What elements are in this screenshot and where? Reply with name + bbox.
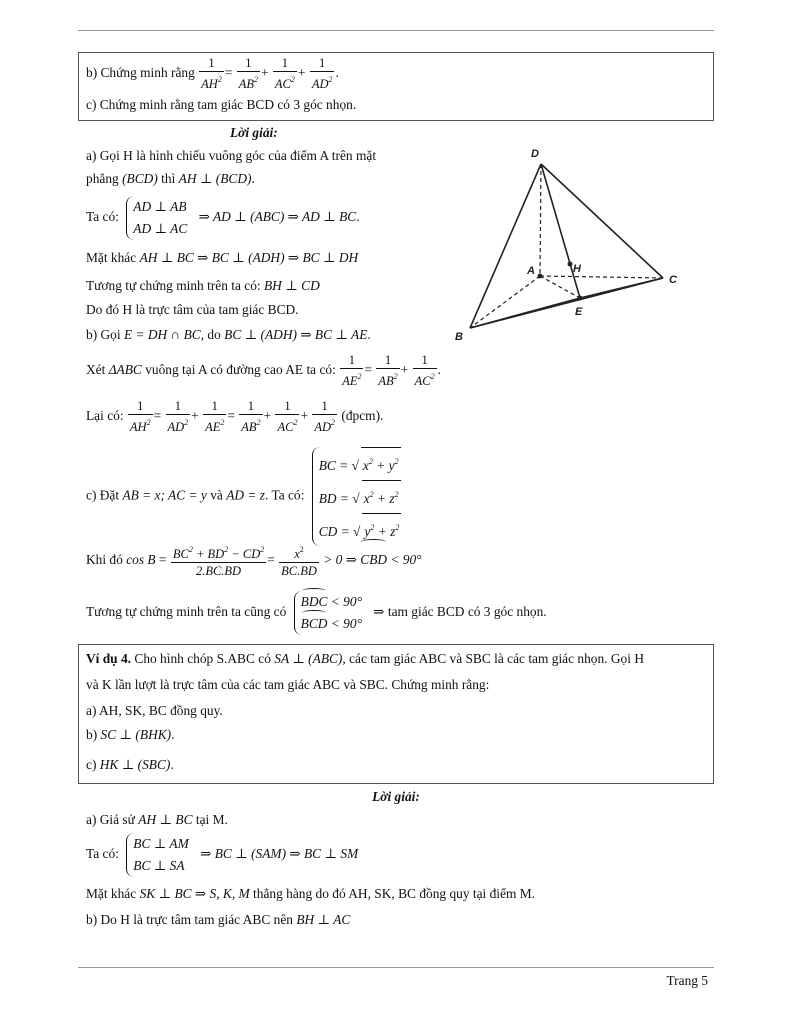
problem-part-b: b) Chứng minh rằng $\frac{1}{AH^2}$ = $\frac{1}{AB^2}$ + $\frac{1}{AC^2}$ + $\frac{1}{AD^2}$ .: [86, 56, 339, 91]
sol-taco-system: Ta có: AD ⊥ AB AD ⊥ AC ⇒ AD ⊥ (ABC) ⇒ AD ⊥ BC.: [86, 196, 360, 240]
part-b-label: b) Chứng minh rằng: [86, 65, 195, 81]
problem-part-c: c) Chứng minh rằng tam giác BCD có 3 góc nhọn.: [86, 97, 357, 112]
label-d: D: [531, 148, 539, 160]
sol-tuongtu: Tương tự chứng minh trên ta có: BH ⊥ CD: [86, 278, 320, 293]
sol-laico: Lại có: $\frac{1}{AH^2}$ = $\frac{1}{AD^2}$ + $\frac{1}{AE^2}$ = $\frac{1}{AB^2}$ + $\frac{1}{AC^2}$ + $\frac{1}{AD^2}$ (đpcm).: [86, 398, 384, 434]
ex4-line1: Ví dụ 4. Cho hình chóp S.ABC có SA ⊥ (ABC), các tam giác ABC và SBC là các tam giác nhọn. Gọi H: [86, 651, 644, 666]
sol2-taco: Ta có: BC ⊥ AM BC ⊥ SA ⇒ BC ⊥ (SAM) ⇒ BC ⊥ SM: [86, 833, 358, 877]
sol-c: c) Đặt AB = x; AC = y và AD = z. Ta có: BC = √ $x^2 + y^2$ BD = √ $x^2 + z^2$ CD = √ $y^2 + z^2$: [86, 447, 409, 546]
sol2-b: b) Do H là trực tâm tam giác ABC nên BH ⊥ AC: [86, 912, 351, 927]
ex4-line2: và K lần lượt là trực tâm của các tam giác ABC và SBC. Chứng minh rằng:: [86, 677, 490, 692]
sol2-matkhac: Mặt khác SK ⊥ BC ⇒ S, K, M thẳng hàng do đó AH, SK, BC đồng quy tại điểm M.: [86, 886, 535, 901]
sol-a-line1: a) Gọi H là hình chiếu vuông góc của điểm A trên mặt: [86, 148, 377, 163]
sol-matkhac: Mặt khác AH ⊥ BC ⇒ BC ⊥ (ADH) ⇒ BC ⊥ DH: [86, 250, 359, 265]
ex4-label: Ví dụ 4.: [86, 651, 132, 666]
label-e: E: [575, 306, 583, 318]
footer-rule: [78, 967, 714, 968]
sol2-a: a) Giả sử AH ⊥ BC tại M.: [86, 812, 228, 827]
solution-title: Lời giải:: [230, 125, 278, 140]
label-c: C: [669, 274, 677, 286]
ex4-b: b) SC ⊥ (BHK).: [86, 727, 175, 742]
sol-xet: Xét ΔABC vuông tại A có đường cao AE ta có: $\frac{1}{AE^2}$ = $\frac{1}{AB^2}$ + $\frac{1}{AC^2}$ .: [86, 352, 441, 388]
sol-a-line2: phẳng (BCD) thì AH ⊥ (BCD).: [86, 171, 255, 186]
label-b: B: [455, 331, 463, 343]
solution2-title: Lời giải:: [372, 789, 420, 804]
ex4-c: c) HK ⊥ (SBC).: [86, 757, 174, 772]
label-h: H: [573, 263, 581, 275]
header-rule: [78, 30, 714, 31]
sol-b: b) Gọi E = DH ∩ BC, do BC ⊥ (ADH) ⇒ BC ⊥ AE.: [86, 327, 371, 342]
sol-khido: Khi đó cos B = $\frac{BC^2 + BD^2 - CD^2}{2.BC.BD}$ = $\frac{x^2}{BC.BD}$ > 0 ⇒ CBD < 90°: [86, 542, 422, 579]
sol-tuongtu2: Tương tự chứng minh trên ta cũng có BDC < 90° BCD < 90° ⇒ tam giác BCD có 3 góc nhọn.: [86, 591, 547, 635]
ex4-a: a) AH, SK, BC đồng quy.: [86, 703, 223, 718]
pyramid-figure: [445, 140, 695, 350]
label-a: A: [527, 265, 535, 277]
page-number: Trang 5: [666, 973, 708, 988]
sol-dodo: Do đó H là trực tâm của tam giác BCD.: [86, 302, 299, 317]
